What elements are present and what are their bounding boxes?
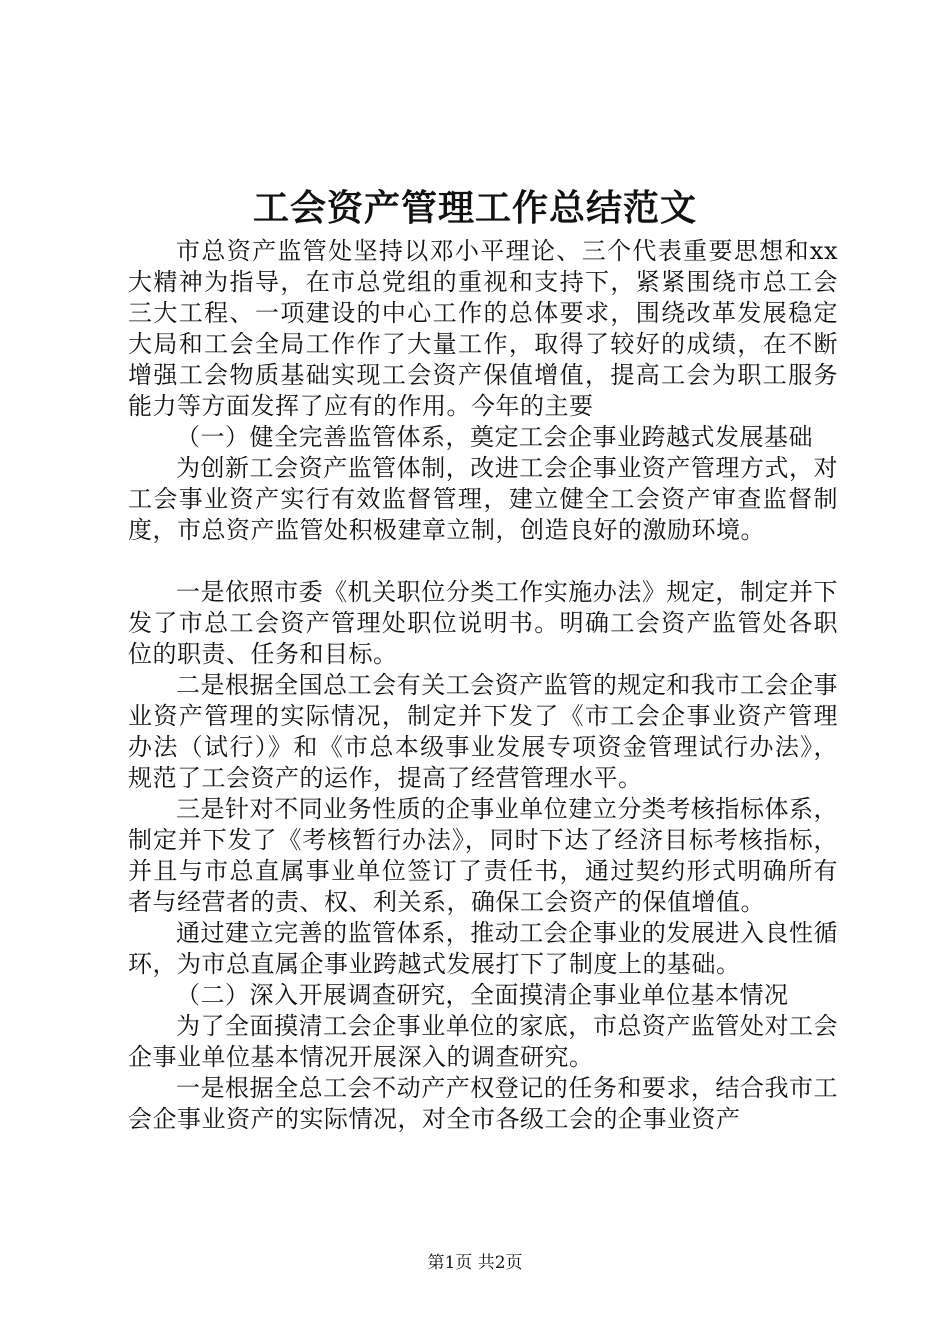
paragraph: 一是依照市委《机关职位分类工作实施办法》规定，制定并下发了市总工会资产管理处职位说明书。明确工会资产监管处各职位的职责、任务和目标。 <box>128 578 838 668</box>
document-body <box>128 236 838 1135</box>
paragraph: 二是根据全国总工会有关工会资产监管的规定和我市工会企事业资产管理的实际情况，制定并下发了《市工会企事业资产管理办法（试行）》和《市总本级事业发展专项资金管理试行办法》，规范了工会资产的运作，提高了经营管理水平。 <box>128 671 838 792</box>
paragraph-intro: 市总资产监管处坚持以邓小平理论、三个代表重要思想和xx大精神为指导，在市总党组的重视和支持下，紧紧围绕市总工会三大工程、一项建设的中心工作的总体要求，围绕改革发展稳定大局和工会全局工作作了大量工作，取得了较好的成绩，在不断增强工会物质基础实现工会资产保值增值，提高工会为职工服务能力等方面发挥了应有的作用。今年的主要 <box>128 237 838 420</box>
section-heading-1: （一）健全完善监管体系，奠定工会企事业跨越式发展基础 <box>176 423 813 451</box>
section-heading-2: （二）深入开展调查研究，全面摸清企事业单位基本情况 <box>176 981 789 1009</box>
paragraph: 通过建立完善的监管体系，推动工会企事业的发展进入良性循环，为市总直属企事业跨越式发展打下了制度上的基础。 <box>128 919 838 978</box>
paragraph: 三是针对不同业务性质的企事业单位建立分类考核指标体系，制定并下发了《考核暂行办法》，同时下达了经济目标考核指标，并且与市总直属事业单位签订了责任书，通过契约形式明确所有者与经营者的责、权、利关系，确保工会资产的保值增值。 <box>128 795 838 916</box>
paragraph: 一是根据全总工会不动产产权登记的任务和要求，结合我市工会企事业资产的实际情况，对全市各级工会的企事业资产 <box>128 1074 838 1133</box>
document-title: 工会资产管理工作总结范文 <box>252 187 697 229</box>
paragraph: 为创新工会资产监管体制，改进工会企事业资产管理方式，对工会事业资产实行有效监督管理，建立健全工会资产审查监督制度，市总资产监管处积极建章立制，创造良好的激励环境。 <box>128 454 838 544</box>
paragraph: 为了全面摸清工会企事业单位的家底，市总资产监管处对工会企事业单位基本情况开展深入的调查研究。 <box>128 1012 838 1071</box>
page-footer: 第1页 共2页 <box>427 1253 523 1273</box>
